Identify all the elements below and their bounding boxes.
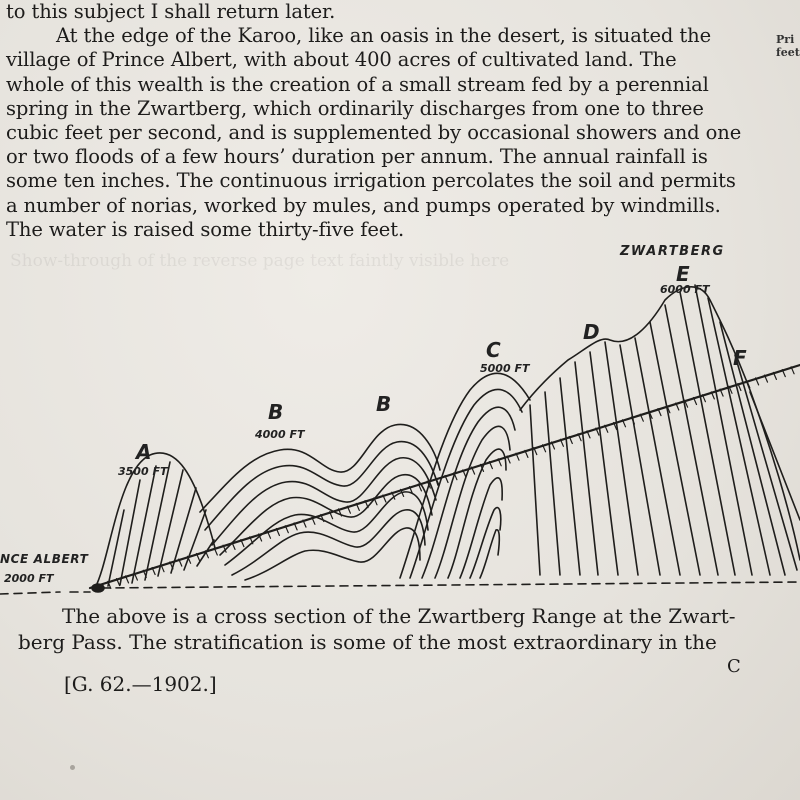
label-b-right: B xyxy=(376,392,392,416)
show-through-text: Show-through of the reverse page text faintly visible here xyxy=(10,251,510,271)
text-line: spring in the Zwartberg, which ordinarily discharges from one to three xyxy=(6,96,704,120)
text-line: village of Prince Albert, with about 400 acres of cultivated land. The xyxy=(6,48,677,72)
fold-c-1 xyxy=(410,389,522,578)
label-a-height: 3500 FT xyxy=(118,465,168,478)
signature-letter: C xyxy=(727,656,741,677)
label-c: C xyxy=(486,338,501,362)
strata-lines xyxy=(0,285,800,594)
label-prince-albert-height: 2000 FT xyxy=(4,572,54,585)
text-line: or two floods of a few hours’ duration per annum. The annual rainfall is xyxy=(6,145,708,169)
label-b-height: 4000 FT xyxy=(255,428,305,441)
margin-note-line: Pri xyxy=(776,33,795,46)
hill-a-strata xyxy=(108,462,214,586)
text-line: a number of norias, worked by mules, and pumps operated by windmills. xyxy=(6,193,721,217)
label-f: F xyxy=(733,346,747,370)
text-line: At the edge of the Karoo, like an oasis in the desert, is situated the xyxy=(56,24,712,48)
text-line: cubic feet per second, and is supplemented by occasional showers and one xyxy=(6,121,742,145)
label-prince-albert: NCE ALBERT xyxy=(0,552,89,566)
fold-b-1 xyxy=(200,424,440,512)
document-reference: [G. 62.—1902.] xyxy=(64,672,217,696)
text-line: The water is raised some thirty-five feet. xyxy=(6,217,405,241)
text-line: to this subject I shall return later. xyxy=(6,0,336,23)
diagram-title: ZWARTBERG xyxy=(620,244,725,259)
paper-speck xyxy=(70,765,75,770)
label-c-height: 5000 FT xyxy=(480,362,530,375)
caption-line: The above is a cross section of the Zwartberg Range at the Zwart- xyxy=(62,604,736,628)
label-b-left: B xyxy=(268,400,284,424)
text-line: some ten inches. The continuous irrigation percolates the soil and permits xyxy=(6,169,736,193)
label-e-height: 6000 FT xyxy=(660,283,710,296)
fold-c-5 xyxy=(460,478,502,578)
figure-caption xyxy=(18,603,788,655)
village-marker xyxy=(92,584,104,592)
fold-c-6 xyxy=(470,508,501,578)
margin-note-line: feet xyxy=(776,46,800,59)
fold-c-7 xyxy=(480,530,499,578)
label-e: E xyxy=(676,262,690,286)
fold-b-5 xyxy=(225,492,428,565)
text-line: whole of this wealth is the creation of a small stream fed by a perennial xyxy=(6,72,709,96)
label-a: A xyxy=(136,440,152,464)
fold-b-3 xyxy=(212,458,436,545)
ridge-strata xyxy=(530,285,800,575)
label-d: D xyxy=(583,320,600,344)
fold-b-6 xyxy=(232,510,425,575)
fold-b-7 xyxy=(245,528,420,580)
caption-line: berg Pass. The stratification is some of the most extraordinary in the xyxy=(18,630,717,654)
